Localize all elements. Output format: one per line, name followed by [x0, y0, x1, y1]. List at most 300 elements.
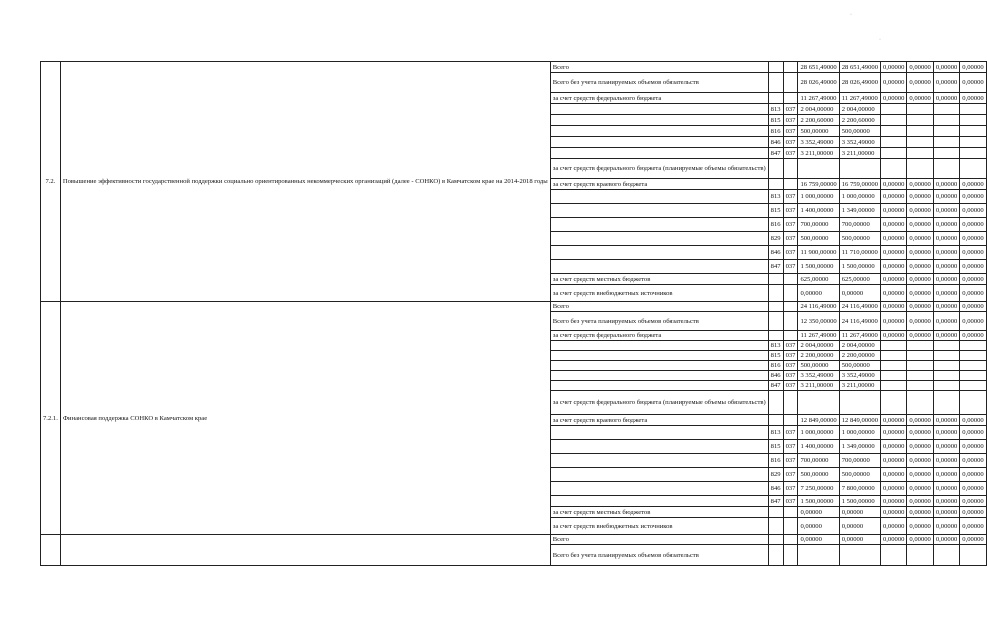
- value-cell: 0,00000: [880, 246, 906, 260]
- code-cell: 813: [768, 104, 783, 115]
- value-cell: 0,00000: [933, 232, 959, 246]
- value-cell: 1 400,00000: [798, 440, 839, 454]
- value-cell: [907, 159, 933, 179]
- value-cell: 0,00000: [880, 535, 906, 545]
- value-cell: 0,00000: [960, 312, 986, 331]
- row-description: за счет средств краевого бюджета: [550, 179, 768, 190]
- code-cell: 846: [768, 137, 783, 148]
- section-index: 7.2.: [41, 62, 61, 302]
- table-row: [41, 302, 987, 312]
- scan-speck: ·: [850, 12, 852, 18]
- value-cell: [907, 391, 933, 415]
- value-cell: 0,00000: [907, 440, 933, 454]
- value-cell: 0,00000: [933, 312, 959, 331]
- row-description: Всего без учета планируемых объемов обязательств: [550, 312, 768, 331]
- value-cell: 0,00000: [880, 415, 906, 426]
- row-description: Всего: [550, 535, 768, 545]
- row-description: [550, 115, 768, 126]
- value-cell: 0,00000: [839, 285, 880, 302]
- row-description: [550, 104, 768, 115]
- value-cell: 0,00000: [907, 62, 933, 73]
- scan-speck: ·: [879, 37, 881, 43]
- value-cell: 0,00000: [933, 62, 959, 73]
- value-cell: 0,00000: [880, 507, 906, 518]
- value-cell: 28 026,49000: [798, 73, 839, 93]
- value-cell: 0,00000: [960, 93, 986, 104]
- value-cell: 0,00000: [798, 285, 839, 302]
- value-cell: 3 352,49000: [839, 137, 880, 148]
- value-cell: 1 500,00000: [798, 260, 839, 274]
- value-cell: [880, 391, 906, 415]
- code-cell: 037: [783, 381, 798, 391]
- value-cell: 28 651,49000: [839, 62, 880, 73]
- value-cell: 0,00000: [933, 179, 959, 190]
- value-cell: 0,00000: [933, 93, 959, 104]
- value-cell: 1 500,00000: [839, 260, 880, 274]
- row-description: за счет средств федерального бюджета: [550, 93, 768, 104]
- value-cell: 11 900,00000: [798, 246, 839, 260]
- value-cell: 2 200,60000: [839, 115, 880, 126]
- value-cell: 0,00000: [907, 260, 933, 274]
- code-cell: [768, 274, 783, 285]
- code-cell: [768, 415, 783, 426]
- value-cell: 0,00000: [933, 415, 959, 426]
- table-row: [41, 62, 987, 73]
- value-cell: 0,00000: [880, 468, 906, 482]
- row-description: [550, 148, 768, 159]
- value-cell: 3 352,49000: [839, 371, 880, 381]
- code-cell: 813: [768, 426, 783, 440]
- code-cell: 816: [768, 361, 783, 371]
- value-cell: [907, 137, 933, 148]
- value-cell: 0,00000: [880, 518, 906, 535]
- value-cell: 0,00000: [960, 190, 986, 204]
- row-description: [550, 232, 768, 246]
- row-description: Всего без учета планируемых объемов обязательств: [550, 545, 768, 566]
- value-cell: 0,00000: [839, 535, 880, 545]
- value-cell: 0,00000: [960, 426, 986, 440]
- value-cell: 0,00000: [933, 426, 959, 440]
- value-cell: [933, 381, 959, 391]
- value-cell: 0,00000: [880, 331, 906, 341]
- value-cell: 1 400,00000: [798, 204, 839, 218]
- value-cell: 0,00000: [933, 218, 959, 232]
- row-description: [550, 126, 768, 137]
- value-cell: 0,00000: [880, 454, 906, 468]
- code-cell: [783, 159, 798, 179]
- value-cell: [880, 361, 906, 371]
- value-cell: 0,00000: [960, 246, 986, 260]
- code-cell: 037: [783, 137, 798, 148]
- value-cell: 0,00000: [880, 302, 906, 312]
- code-cell: [768, 391, 783, 415]
- value-cell: [880, 351, 906, 361]
- code-cell: [768, 507, 783, 518]
- value-cell: 0,00000: [960, 260, 986, 274]
- code-cell: 815: [768, 440, 783, 454]
- value-cell: 700,00000: [798, 218, 839, 232]
- row-description: [550, 440, 768, 454]
- value-cell: 0,00000: [839, 507, 880, 518]
- value-cell: [933, 148, 959, 159]
- value-cell: 0,00000: [933, 468, 959, 482]
- code-cell: [768, 331, 783, 341]
- value-cell: 0,00000: [960, 302, 986, 312]
- table-row: [41, 535, 987, 545]
- value-cell: [933, 137, 959, 148]
- value-cell: 0,00000: [907, 507, 933, 518]
- budget-table: [40, 61, 987, 566]
- value-cell: 500,00000: [839, 126, 880, 137]
- value-cell: [880, 137, 906, 148]
- value-cell: [933, 126, 959, 137]
- row-description: [550, 496, 768, 507]
- code-cell: [768, 62, 783, 73]
- code-cell: 037: [783, 260, 798, 274]
- code-cell: [783, 274, 798, 285]
- section-index: [41, 535, 61, 566]
- value-cell: 0,00000: [880, 93, 906, 104]
- value-cell: 2 004,00000: [798, 341, 839, 351]
- value-cell: 11 267,49000: [798, 93, 839, 104]
- value-cell: [907, 381, 933, 391]
- value-cell: 0,00000: [960, 218, 986, 232]
- value-cell: 0,00000: [960, 285, 986, 302]
- value-cell: 24 116,49000: [798, 302, 839, 312]
- value-cell: [933, 341, 959, 351]
- code-cell: [783, 415, 798, 426]
- value-cell: 625,00000: [798, 274, 839, 285]
- value-cell: 0,00000: [933, 482, 959, 496]
- value-cell: 0,00000: [907, 179, 933, 190]
- value-cell: 3 352,49000: [798, 137, 839, 148]
- value-cell: 0,00000: [880, 285, 906, 302]
- value-cell: 0,00000: [907, 246, 933, 260]
- value-cell: 0,00000: [907, 285, 933, 302]
- value-cell: 3 211,00000: [798, 148, 839, 159]
- code-cell: [768, 302, 783, 312]
- section-name: Финансовая поддержка СОНКО в Камчатском крае: [60, 302, 550, 535]
- value-cell: [933, 104, 959, 115]
- value-cell: 0,00000: [907, 218, 933, 232]
- value-cell: 0,00000: [907, 312, 933, 331]
- value-cell: 0,00000: [880, 274, 906, 285]
- code-cell: 847: [768, 260, 783, 274]
- value-cell: [933, 115, 959, 126]
- value-cell: 0,00000: [907, 190, 933, 204]
- value-cell: 24 116,49000: [839, 312, 880, 331]
- value-cell: 0,00000: [907, 302, 933, 312]
- code-cell: 037: [783, 440, 798, 454]
- value-cell: [933, 545, 959, 566]
- value-cell: 0,00000: [960, 440, 986, 454]
- value-cell: [960, 351, 986, 361]
- value-cell: 0,00000: [907, 73, 933, 93]
- value-cell: 1 349,00000: [839, 440, 880, 454]
- row-description: [550, 204, 768, 218]
- code-cell: 815: [768, 351, 783, 361]
- value-cell: 0,00000: [907, 518, 933, 535]
- value-cell: 0,00000: [960, 496, 986, 507]
- value-cell: 0,00000: [880, 73, 906, 93]
- code-cell: 037: [783, 126, 798, 137]
- value-cell: 0,00000: [960, 62, 986, 73]
- value-cell: [933, 361, 959, 371]
- value-cell: 3 211,00000: [839, 381, 880, 391]
- value-cell: 0,00000: [880, 496, 906, 507]
- code-cell: [768, 285, 783, 302]
- value-cell: 0,00000: [960, 454, 986, 468]
- code-cell: 037: [783, 426, 798, 440]
- code-cell: [768, 518, 783, 535]
- value-cell: 0,00000: [960, 204, 986, 218]
- value-cell: 24 116,49000: [839, 302, 880, 312]
- value-cell: 28 651,49000: [798, 62, 839, 73]
- value-cell: [839, 391, 880, 415]
- code-cell: [768, 159, 783, 179]
- value-cell: [880, 159, 906, 179]
- value-cell: 1 349,00000: [839, 204, 880, 218]
- value-cell: 0,00000: [907, 232, 933, 246]
- code-cell: [783, 285, 798, 302]
- value-cell: 0,00000: [880, 218, 906, 232]
- value-cell: 0,00000: [880, 204, 906, 218]
- value-cell: [839, 159, 880, 179]
- value-cell: 0,00000: [907, 204, 933, 218]
- value-cell: 0,00000: [880, 482, 906, 496]
- value-cell: 2 004,00000: [839, 104, 880, 115]
- value-cell: [907, 341, 933, 351]
- value-cell: 0,00000: [880, 426, 906, 440]
- value-cell: [960, 341, 986, 351]
- value-cell: 0,00000: [880, 260, 906, 274]
- value-cell: 2 004,00000: [798, 104, 839, 115]
- value-cell: 0,00000: [933, 454, 959, 468]
- code-cell: 037: [783, 190, 798, 204]
- code-cell: 037: [783, 482, 798, 496]
- value-cell: 3 211,00000: [839, 148, 880, 159]
- code-cell: 037: [783, 468, 798, 482]
- row-description: [550, 426, 768, 440]
- value-cell: 0,00000: [798, 518, 839, 535]
- value-cell: 0,00000: [798, 535, 839, 545]
- code-cell: 847: [768, 381, 783, 391]
- section-name: [60, 535, 550, 566]
- value-cell: [839, 545, 880, 566]
- value-cell: 0,00000: [880, 62, 906, 73]
- row-description: [550, 468, 768, 482]
- code-cell: 037: [783, 454, 798, 468]
- code-cell: [768, 312, 783, 331]
- value-cell: 0,00000: [933, 535, 959, 545]
- code-cell: 816: [768, 454, 783, 468]
- code-cell: [783, 331, 798, 341]
- section-name: Повышение эффективности государственной поддержки социально ориентированных некоммерческих организаций (далее - СОНКО) в Камчатском крае на 2014-2018 годы: [60, 62, 550, 302]
- value-cell: 0,00000: [933, 204, 959, 218]
- code-cell: 813: [768, 190, 783, 204]
- value-cell: 0,00000: [907, 468, 933, 482]
- row-description: за счет средств внебюджетных источников: [550, 285, 768, 302]
- value-cell: [907, 104, 933, 115]
- value-cell: 16 759,00000: [839, 179, 880, 190]
- value-cell: [960, 137, 986, 148]
- value-cell: 0,00000: [907, 331, 933, 341]
- value-cell: 12 849,00000: [798, 415, 839, 426]
- code-cell: [783, 507, 798, 518]
- value-cell: 0,00000: [933, 331, 959, 341]
- code-cell: [768, 535, 783, 545]
- code-cell: 037: [783, 115, 798, 126]
- code-cell: 037: [783, 496, 798, 507]
- value-cell: [933, 391, 959, 415]
- value-cell: 2 200,00000: [839, 351, 880, 361]
- value-cell: [960, 371, 986, 381]
- value-cell: 0,00000: [933, 302, 959, 312]
- value-cell: 500,00000: [839, 232, 880, 246]
- value-cell: 0,00000: [933, 246, 959, 260]
- value-cell: [880, 341, 906, 351]
- code-cell: 037: [783, 351, 798, 361]
- value-cell: [933, 159, 959, 179]
- value-cell: 0,00000: [933, 496, 959, 507]
- value-cell: [907, 115, 933, 126]
- value-cell: 0,00000: [933, 73, 959, 93]
- code-cell: 037: [783, 341, 798, 351]
- value-cell: [880, 148, 906, 159]
- value-cell: 0,00000: [907, 274, 933, 285]
- code-cell: [768, 93, 783, 104]
- value-cell: [960, 115, 986, 126]
- value-cell: 0,00000: [933, 440, 959, 454]
- value-cell: 0,00000: [907, 426, 933, 440]
- value-cell: 0,00000: [907, 454, 933, 468]
- value-cell: 0,00000: [880, 440, 906, 454]
- value-cell: 625,00000: [839, 274, 880, 285]
- value-cell: 0,00000: [960, 179, 986, 190]
- value-cell: [907, 126, 933, 137]
- code-cell: [768, 179, 783, 190]
- code-cell: 816: [768, 218, 783, 232]
- value-cell: 700,00000: [839, 454, 880, 468]
- code-cell: 815: [768, 204, 783, 218]
- value-cell: [880, 371, 906, 381]
- value-cell: [907, 361, 933, 371]
- row-description: Всего: [550, 302, 768, 312]
- value-cell: 0,00000: [880, 179, 906, 190]
- value-cell: [960, 391, 986, 415]
- value-cell: 500,00000: [839, 468, 880, 482]
- section-index: 7.2.1.: [41, 302, 61, 535]
- row-description: [550, 351, 768, 361]
- value-cell: [907, 148, 933, 159]
- value-cell: 500,00000: [798, 361, 839, 371]
- code-cell: 037: [783, 218, 798, 232]
- code-cell: [783, 93, 798, 104]
- value-cell: [798, 159, 839, 179]
- value-cell: 500,00000: [839, 361, 880, 371]
- value-cell: [960, 545, 986, 566]
- value-cell: 1 000,00000: [798, 426, 839, 440]
- value-cell: [880, 126, 906, 137]
- value-cell: 16 759,00000: [798, 179, 839, 190]
- value-cell: 2 200,00000: [798, 351, 839, 361]
- value-cell: [933, 351, 959, 361]
- value-cell: 0,00000: [907, 415, 933, 426]
- code-cell: 829: [768, 232, 783, 246]
- value-cell: 0,00000: [907, 482, 933, 496]
- value-cell: [798, 545, 839, 566]
- code-cell: [783, 518, 798, 535]
- value-cell: 1 500,00000: [798, 496, 839, 507]
- value-cell: 2 004,00000: [839, 341, 880, 351]
- value-cell: [960, 126, 986, 137]
- value-cell: [960, 104, 986, 115]
- value-cell: [907, 545, 933, 566]
- code-cell: [783, 62, 798, 73]
- value-cell: 0,00000: [907, 535, 933, 545]
- code-cell: 813: [768, 341, 783, 351]
- row-description: за счет средств внебюджетных источников: [550, 518, 768, 535]
- code-cell: 846: [768, 246, 783, 260]
- row-description: [550, 381, 768, 391]
- row-description: за счет средств федерального бюджета (планируемые объемы обязательств): [550, 159, 768, 179]
- value-cell: 3 211,00000: [798, 381, 839, 391]
- value-cell: 7 800,00000: [839, 482, 880, 496]
- value-cell: 1 000,00000: [839, 426, 880, 440]
- value-cell: 1 500,00000: [839, 496, 880, 507]
- row-description: [550, 246, 768, 260]
- row-description: за счет средств краевого бюджета: [550, 415, 768, 426]
- code-cell: 847: [768, 148, 783, 159]
- code-cell: [783, 535, 798, 545]
- code-cell: [783, 545, 798, 566]
- value-cell: 0,00000: [907, 93, 933, 104]
- code-cell: 037: [783, 148, 798, 159]
- code-cell: 847: [768, 496, 783, 507]
- code-cell: [783, 391, 798, 415]
- row-description: [550, 371, 768, 381]
- value-cell: 0,00000: [933, 518, 959, 535]
- code-cell: 816: [768, 126, 783, 137]
- code-cell: [783, 302, 798, 312]
- code-cell: 846: [768, 371, 783, 381]
- row-description: Всего: [550, 62, 768, 73]
- value-cell: 0,00000: [960, 415, 986, 426]
- value-cell: 700,00000: [798, 454, 839, 468]
- code-cell: 829: [768, 468, 783, 482]
- value-cell: 0,00000: [960, 535, 986, 545]
- value-cell: [798, 391, 839, 415]
- row-description: [550, 218, 768, 232]
- code-cell: 037: [783, 371, 798, 381]
- value-cell: 12 849,00000: [839, 415, 880, 426]
- code-cell: 037: [783, 232, 798, 246]
- value-cell: [933, 371, 959, 381]
- value-cell: 0,00000: [960, 73, 986, 93]
- value-cell: [907, 371, 933, 381]
- code-cell: 037: [783, 361, 798, 371]
- value-cell: 500,00000: [798, 468, 839, 482]
- value-cell: 1 000,00000: [839, 190, 880, 204]
- value-cell: 0,00000: [933, 190, 959, 204]
- value-cell: [960, 381, 986, 391]
- code-cell: 846: [768, 482, 783, 496]
- value-cell: 0,00000: [933, 285, 959, 302]
- value-cell: 0,00000: [960, 468, 986, 482]
- value-cell: 7 250,00000: [798, 482, 839, 496]
- value-cell: 500,00000: [798, 232, 839, 246]
- value-cell: 0,00000: [960, 507, 986, 518]
